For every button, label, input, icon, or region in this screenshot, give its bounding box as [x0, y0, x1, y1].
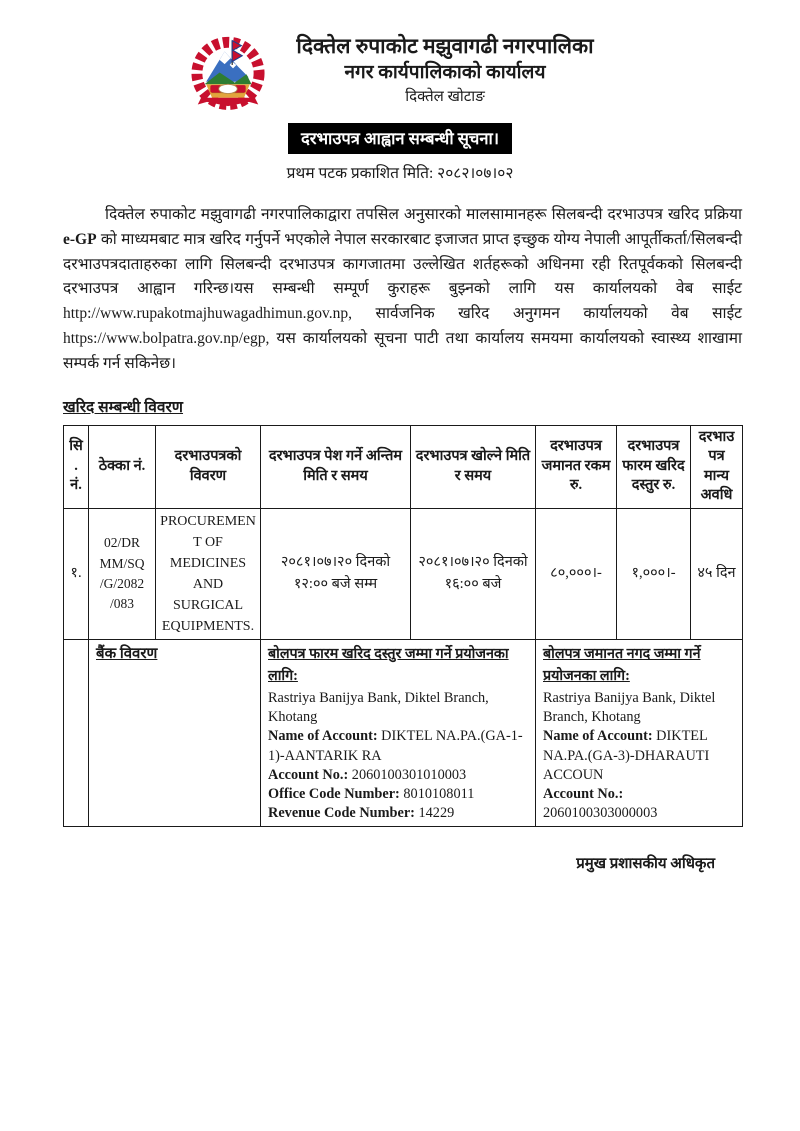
- col-header-form-fee: दरभाउपत्र फारम खरिद दस्तुर रु.: [617, 425, 691, 508]
- cell-contract-no: 02/DR MM/SQ /G/2082 /083: [89, 508, 156, 639]
- table-header-row: [64, 425, 743, 508]
- publication-date-line: प्रथम पटक प्रकाशित मिति: २०८२।०७।०२: [286, 165, 514, 182]
- bank-left-revenue-code: Revenue Code Number: 14229: [268, 805, 455, 822]
- office-location: दिक्तेल खोटाङ: [405, 88, 485, 105]
- bank-row-empty-cell: [64, 639, 89, 826]
- bank-left-bank-name: Rastriya Banijya Bank, Diktel Branch, Khotang: [268, 690, 489, 726]
- letterhead-text: [296, 32, 593, 108]
- bank-right-account-no: Account No.: 2060100303000003: [543, 785, 658, 822]
- col-header-submission-deadline: दरभाउपत्र पेश गर्ने अन्तिम मिति र समय: [261, 425, 411, 508]
- ppmo-website-url: https://www.bolpatra.gov.np/egp,: [63, 329, 270, 347]
- cell-submission-deadline: २०८१।०७।२० दिनको १२:०० बजे सम्म: [261, 508, 411, 639]
- bank-right-purpose: बोलपत्र जमानत नगद जम्मा गर्ने प्रयोजनका लागि:: [543, 645, 701, 684]
- paragraph-text-4: यस कार्यालयको सूचना पाटी तथा कार्यालय समयमा कार्यालयको स्वास्थ्य शाखामा सम्पर्क गर्न सकिनेछ।: [63, 329, 742, 372]
- col-header-sn: सि. नं.: [64, 425, 89, 508]
- ribbon-icon: [198, 98, 258, 106]
- signatory-title: प्रमुख प्रशासकीय अधिकृत: [576, 856, 715, 873]
- office-name: नगर कार्यपालिकाको कार्यालय: [344, 62, 546, 84]
- bank-details-label: बैंक विवरण: [89, 639, 261, 826]
- col-header-opening-datetime: दरभाउपत्र खोल्ने मिति र समय: [411, 425, 536, 508]
- cell-opening-datetime: २०८१।०७।२० दिनको १६:०० बजे: [411, 508, 536, 639]
- col-header-contract-no: ठेक्का नं.: [89, 425, 156, 508]
- procurement-details-heading: खरिद सम्बन्धी विवरण: [63, 398, 184, 416]
- bank-left-office-code: Office Code Number: 8010108011: [268, 785, 475, 802]
- cell-sn: १.: [64, 508, 89, 639]
- handshake-icon: [211, 84, 246, 93]
- col-header-bid-security: दरभाउपत्र जमानत रकम रु.: [536, 425, 617, 508]
- municipality-emblem: [186, 26, 270, 114]
- notice-paragraph: [63, 203, 742, 377]
- bank-left-purpose: बोलपत्र फारम खरिद दस्तुर जम्मा गर्ने प्रयोजनका लागि:: [268, 645, 509, 684]
- bank-right-account-name: Name of Account: DIKTEL NA.PA.(GA-3)-DHARAUTI ACCOUN: [543, 728, 710, 783]
- notice-title-banner: दरभाउपत्र आह्वान सम्बन्धी सूचना।: [288, 123, 512, 154]
- bank-right-bank-name: Rastriya Banijya Bank, Diktel Branch, Khotang: [543, 690, 716, 726]
- cell-bid-security: ८०,०००।-: [536, 508, 617, 639]
- egp-term: e-GP: [63, 230, 97, 248]
- tender-details-table: [63, 425, 743, 828]
- bank-cell-form-fee: [261, 639, 536, 826]
- col-header-description: दरभाउपत्रको विवरण: [156, 425, 261, 508]
- bank-left-account-no: Account No.: 2060100301010003: [268, 766, 467, 783]
- municipality-name: दिक्तेल रुपाकोट मझुवागढी नगरपालिका: [296, 33, 594, 58]
- bank-cell-bid-security: [536, 639, 743, 826]
- col-header-validity: दरभाउपत्र मान्य अवधि: [691, 425, 743, 508]
- cell-description: PROCUREMENT OF MEDICINES AND SURGICAL EQUIPMENTS.: [156, 508, 261, 639]
- paragraph-text-1: दिक्तेल रुपाकोट मझुवागढी नगरपालिकाद्वारा तपसिल अनुसारको मालसामानहरू सिलबन्दी दरभाउपत्र खरिद प्रक्रिया: [105, 206, 742, 223]
- bank-left-account-name: Name of Account: DIKTEL NA.PA.(GA-1-1)-AANTARIK RA: [268, 728, 523, 764]
- paragraph-text-3: सार्वजनिक खरिद अनुगमन कार्यालयको वेब साईट: [352, 305, 742, 323]
- cell-form-fee: १,०००।-: [617, 508, 691, 639]
- bank-details-row: [64, 639, 743, 826]
- office-website-url: http://www.rupakotmajhuwagadhimun.gov.np,: [63, 305, 353, 323]
- letterhead: [0, 26, 800, 114]
- table-row: [64, 508, 743, 639]
- cell-validity: ४५ दिन: [691, 508, 743, 639]
- paragraph-text-2: को माध्यमबाट मात्र खरिद गर्नुपर्ने भएकोले नेपाल सरकारबाट इजाजत प्राप्त इच्छुक योग्य नेपाली आपूर्तीकर्ता/सिलबन्दी दरभाउपत्रदाताहरुका लागि सिलबन्दी दरभाउपत्र कागजातमा उल्लेखित शर्तहरूको अधिनमा रही रितपूर्वकको सिलबन्दी दरभाउपत्र आह्वान गरिन्छ।यस सम्बन्धी सम्पूर्ण कुराहरू बुझ्नको लागि यस कार्यालयको वेब साईट: [63, 230, 742, 298]
